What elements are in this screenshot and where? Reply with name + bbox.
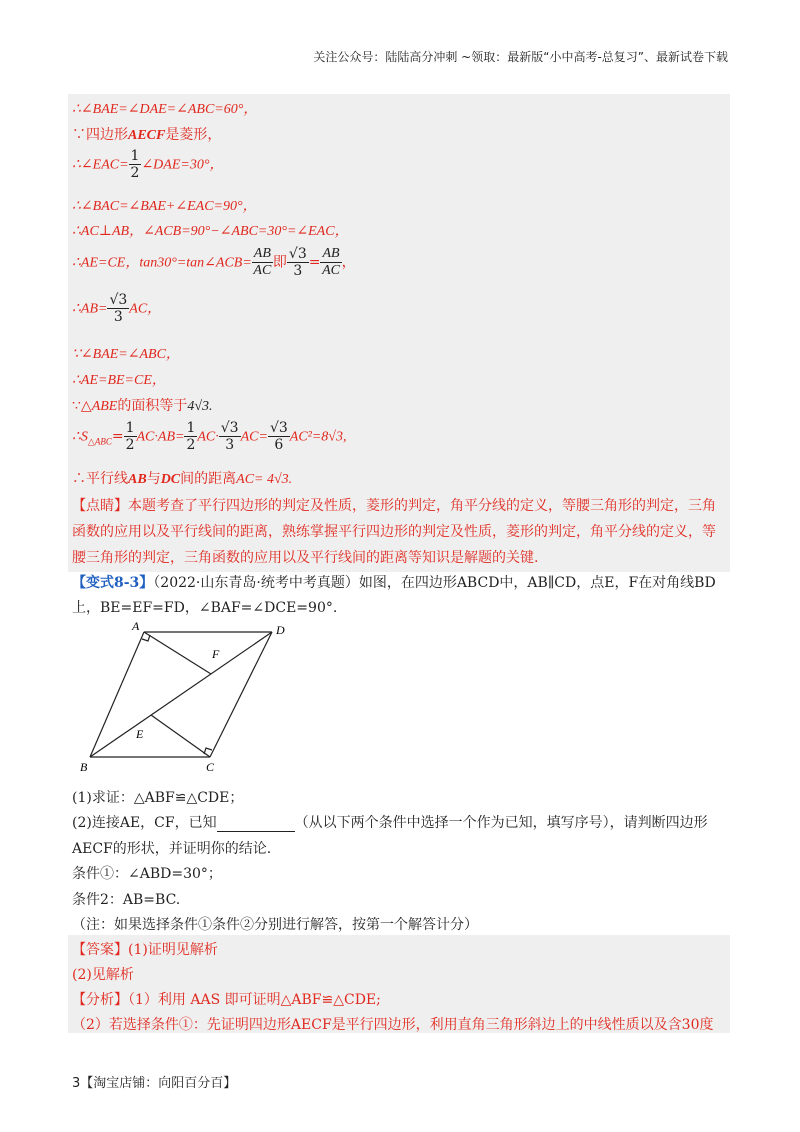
label-d: D: [276, 623, 285, 637]
solution-line-12: ∴平行线AB与DC间的距离AC= 4√3.: [72, 471, 293, 487]
geometry-figure: [76, 616, 306, 776]
comment-line-2: 函数的应用以及平行线间的距离，熟练掌握平行四边形的判定及性质，菱形的判定，角平分线的定义，等: [72, 524, 716, 540]
label-c: C: [206, 760, 215, 774]
solution-line-2: ∵四边形AECF是菱形，: [72, 127, 222, 143]
condition-1: 条件①：∠ABD=30°；: [72, 866, 222, 882]
page-header: 关注公众号：陆陆高分冲刺 ~领取：最新版“小中高考-总复习”、最新试卷下载: [313, 50, 728, 64]
question-2: (2)连接AE，CF，已知 （从以下两个条件中选择一个作为已知，填写序号），请判断四边形: [72, 815, 708, 831]
condition-2: 条件2：AB=BC.: [72, 892, 181, 908]
answer-blank[interactable]: [217, 817, 295, 832]
note: （注：如果选择条件①条件②分别进行解答，按第一个解答计分）: [72, 917, 478, 933]
question-1: (1)求证：△ABF≌△CDE；: [72, 790, 244, 806]
solution-line-1: ∴∠BAE=∠DAE=∠ABC=60°，: [72, 102, 258, 117]
label-b: B: [80, 760, 88, 774]
solution-line-5: ∴AC⊥AB，∠ACB=90°−∠ABC=30°=∠EAC，: [72, 224, 349, 239]
analysis-line-1: 【分析】（1）利用 AAS 即可证明△ABF≌△CDE;: [72, 992, 381, 1008]
problem-line-2: 上，BE=EF=FD，∠BAF=∠DCE=90°.: [72, 600, 338, 616]
segment-ce: [151, 715, 210, 757]
solution-line-10: ∵△ABE的面积等于4√3.: [72, 398, 213, 414]
solution-line-6: ∴AE=CE，tan30°=tan∠ACB= $\frac{AB}{AC}$ 即 $\frac{√3}{3}$ = $\frac{AB}{AC}$ ，: [72, 246, 356, 279]
comment-line-1: 【点睛】本题考查了平行四边形的判定及性质，菱形的判定，角平分线的定义，等腰三角形的判定，三角: [72, 498, 716, 514]
solution-line-3: ∴∠EAC= $\frac{1}{2}$ ∠DAE=30°，: [72, 148, 224, 181]
solution-line-11: $\therefore S_{\triangle ABC}=$ $\frac{1}{2}$ AC·AB= $\frac{1}{2}$ AC· $\frac{√3}{3}$ AC= $\frac{√3}{6}$ AC²=8√3,: [72, 420, 347, 453]
problem-line-1: 【变式8-3】（2022·山东青岛·统考中考真题）如图，在四边形ABCD中，AB∥CD，点E，F在对角线BD: [72, 575, 716, 591]
page-footer: 3【淘宝店铺：向阳百分百】: [72, 1076, 237, 1091]
answer-line-2: (2)见解析: [72, 967, 134, 983]
analysis-line-2: （2）若选择条件①：先证明四边形AECF是平行四边形，利用直角三角形斜边上的中线性质以及含30度: [72, 1017, 714, 1033]
solution-line-8: ∵∠BAE=∠ABC，: [72, 347, 180, 362]
solution-line-4: ∴∠BAC=∠BAE+∠EAC=90°，: [72, 199, 257, 214]
question-2-cont: AECF的形状，并证明你的结论.: [72, 841, 272, 857]
right-angle-a: [142, 635, 150, 641]
label-a: A: [132, 619, 140, 633]
answer-line-1: 【答案】(1)证明见解析: [72, 942, 218, 958]
solution-line-9: ∴AE=BE=CE，: [72, 373, 166, 388]
comment-line-3: 腰三角形的判定，三角函数的应用以及平行线间的距离等知识是解题的关键.: [72, 550, 539, 566]
solution-line-7: ∴AB= $\frac{√3}{3}$ AC，: [72, 292, 162, 325]
segment-af: [144, 632, 211, 674]
label-e: E: [136, 727, 144, 741]
label-f: F: [212, 647, 220, 661]
